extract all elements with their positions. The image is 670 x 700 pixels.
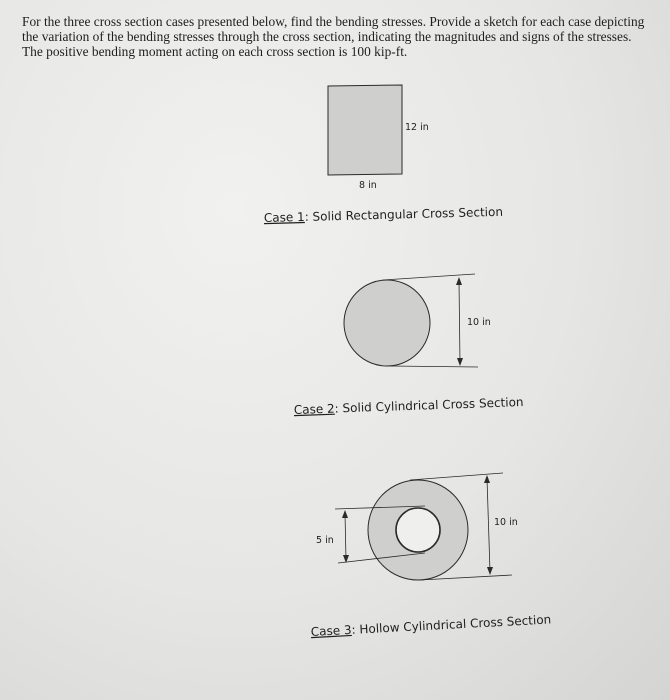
case1-height-label: 12 in bbox=[405, 122, 429, 133]
case1-title: : Solid Rectangular Cross Section bbox=[304, 204, 504, 224]
case3-title: : Hollow Cylindrical Cross Section bbox=[351, 612, 552, 637]
case1-case-label: Case 1 bbox=[263, 209, 305, 225]
problem-statement: For the three cross section cases presented below, find the bending stresses. Provide a sketch for each case depicting the variation of the bending stresses through the cross section, indicating the magnitudes and signs of the stresses. The positive bending moment acting on each cross section is 100 kip-ft. bbox=[22, 14, 645, 59]
case3-outer-label: 10 in bbox=[494, 517, 518, 528]
case2-ext-line-bottom bbox=[390, 366, 478, 367]
case2-case-label: Case 2 bbox=[293, 401, 335, 417]
case3-caption bbox=[310, 612, 551, 639]
case2-arrow-bottom bbox=[457, 358, 463, 366]
case2-title: : Solid Cylindrical Cross Section bbox=[334, 394, 524, 416]
case3-outer-dim-line bbox=[487, 478, 490, 572]
case1-width-label: 8 in bbox=[359, 180, 377, 191]
case2-arrow-top bbox=[456, 277, 462, 285]
case3-case-label: Case 3 bbox=[310, 622, 352, 639]
case3-inner-arrow-top bbox=[342, 510, 348, 518]
case2-circle bbox=[344, 280, 430, 366]
case3-outer-ext-top bbox=[410, 473, 503, 480]
case2-ext-line-top bbox=[383, 274, 475, 280]
case3-outer-arrow-bottom bbox=[487, 567, 493, 575]
case2-dim-line bbox=[459, 281, 460, 364]
case3-inner-dim-line bbox=[345, 513, 346, 560]
case1-rectangle bbox=[328, 85, 402, 175]
case3-inner-label: 5 in bbox=[316, 535, 334, 546]
case2-diameter-label: 10 in bbox=[467, 317, 491, 328]
case1-figure bbox=[264, 85, 503, 225]
case3-figure bbox=[310, 473, 551, 639]
case2-figure bbox=[294, 274, 524, 417]
case3-outer-arrow-top bbox=[484, 475, 490, 483]
case2-caption bbox=[294, 395, 524, 417]
case1-caption bbox=[264, 205, 503, 225]
case3-inner-circle bbox=[396, 508, 440, 552]
